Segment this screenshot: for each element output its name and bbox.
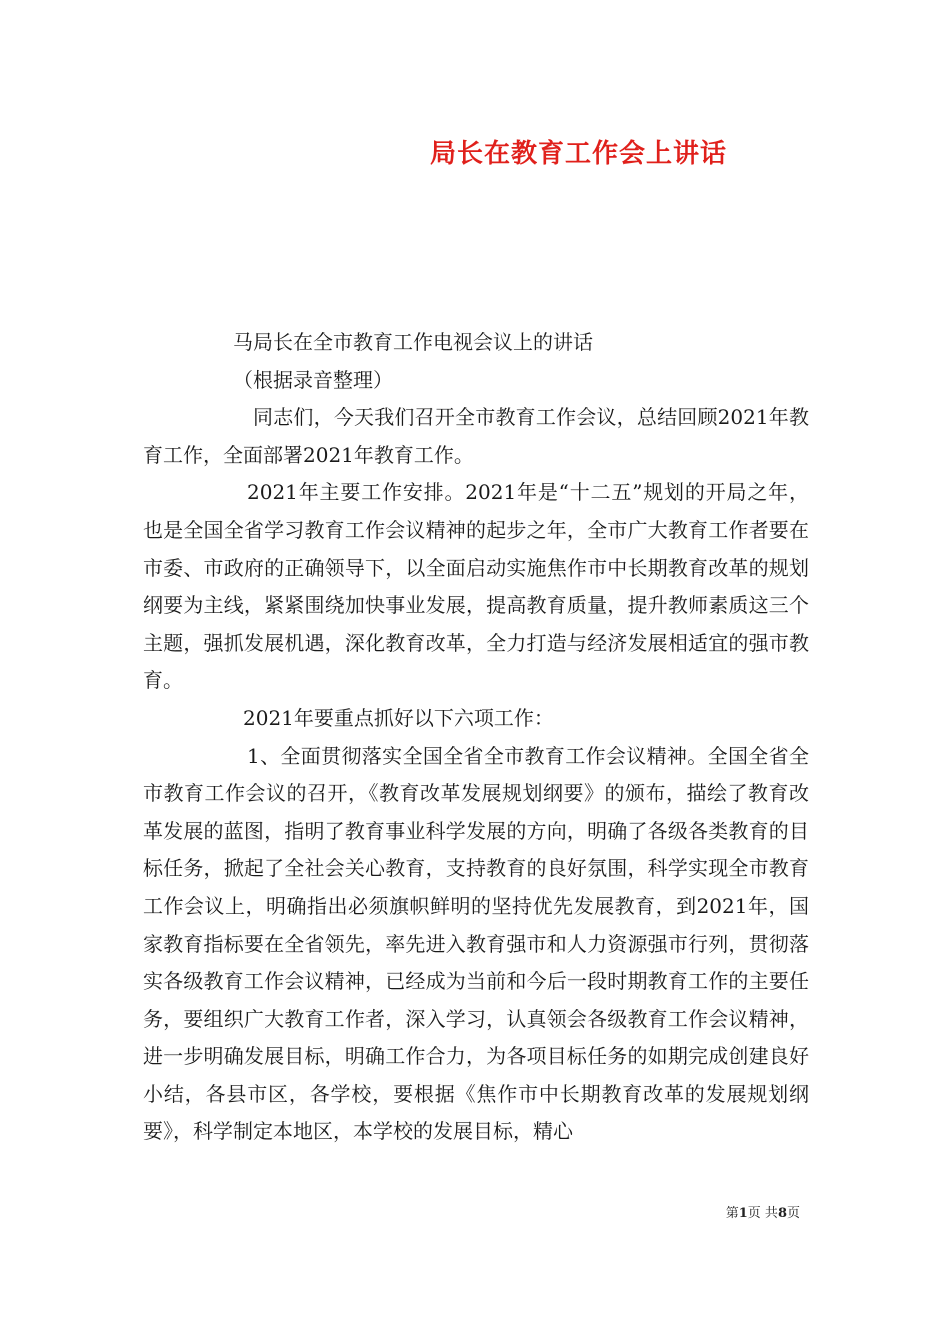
paragraph-greeting: 同志们，今天我们召开全市教育工作会议，总结回顾2021年教育工作，全面部署2021年教育工作。	[143, 405, 809, 467]
page-number-footer	[726, 1202, 800, 1221]
footer-current-page: 1	[738, 1206, 748, 1221]
footer-prefix: 第	[725, 1206, 739, 1221]
paragraph-work-plan: 2021年主要工作安排。2021年是“十二五”规划的开局之年，也是全国全省学习教育工作会议精神的起步之年，全市广大教育工作者要在市委、市政府的正确领导下，以全面启动实施焦作市中长期教育改革的规划纲要为主线，紧紧围绕加快事业发展，提高教育质量，提升教师素质这三个主题，强抓发展机遇，深化教育改革，全力打造与经济发展相适宜的强市教育。	[143, 480, 809, 693]
speech-subtitle: 马局长在全市教育工作电视会议上的讲话	[233, 330, 593, 354]
footer-middle: 页 共	[747, 1206, 778, 1221]
transcript-note: （根据录音整理）	[233, 367, 393, 392]
paragraph-six-tasks-heading: 2021年要重点抓好以下六项工作：	[243, 705, 554, 730]
paragraph-task-one: 1、全面贯彻落实全国全省全市教育工作会议精神。全国全省全市教育工作会议的召开，《教育改革发展规划纲要》的颁布，描绘了教育改革发展的蓝图，指明了教育事业科学发展的方向，明确了各级各类教育的目标任务，掀起了全社会关心教育，支持教育的良好氛围，科学实现全市教育工作会议上，明确指出必须旗帜鲜明的坚持优先发展教育，到2021年，国家教育指标要在全省领先，率先进入教育强市和人力资源强市行列，贯彻落实各级教育工作会议精神，已经成为当前和今后一段时期教育工作的主要任务，要组织广大教育工作者，深入学习，认真领会各级教育工作会议精神，进一步明确发展目标，明确工作合力，为各项目标任务的如期完成创建良好小结，各县市区，各学校，要根据《焦作市中长期教育改革的发展规划纲要》，科学制定本地区，本学校的发展目标，精心	[143, 743, 809, 1144]
footer-suffix: 页	[786, 1206, 800, 1221]
page-title: 局长在教育工作会上讲话	[430, 139, 728, 169]
document-body	[143, 324, 809, 1151]
footer-total-pages: 8	[777, 1206, 787, 1221]
